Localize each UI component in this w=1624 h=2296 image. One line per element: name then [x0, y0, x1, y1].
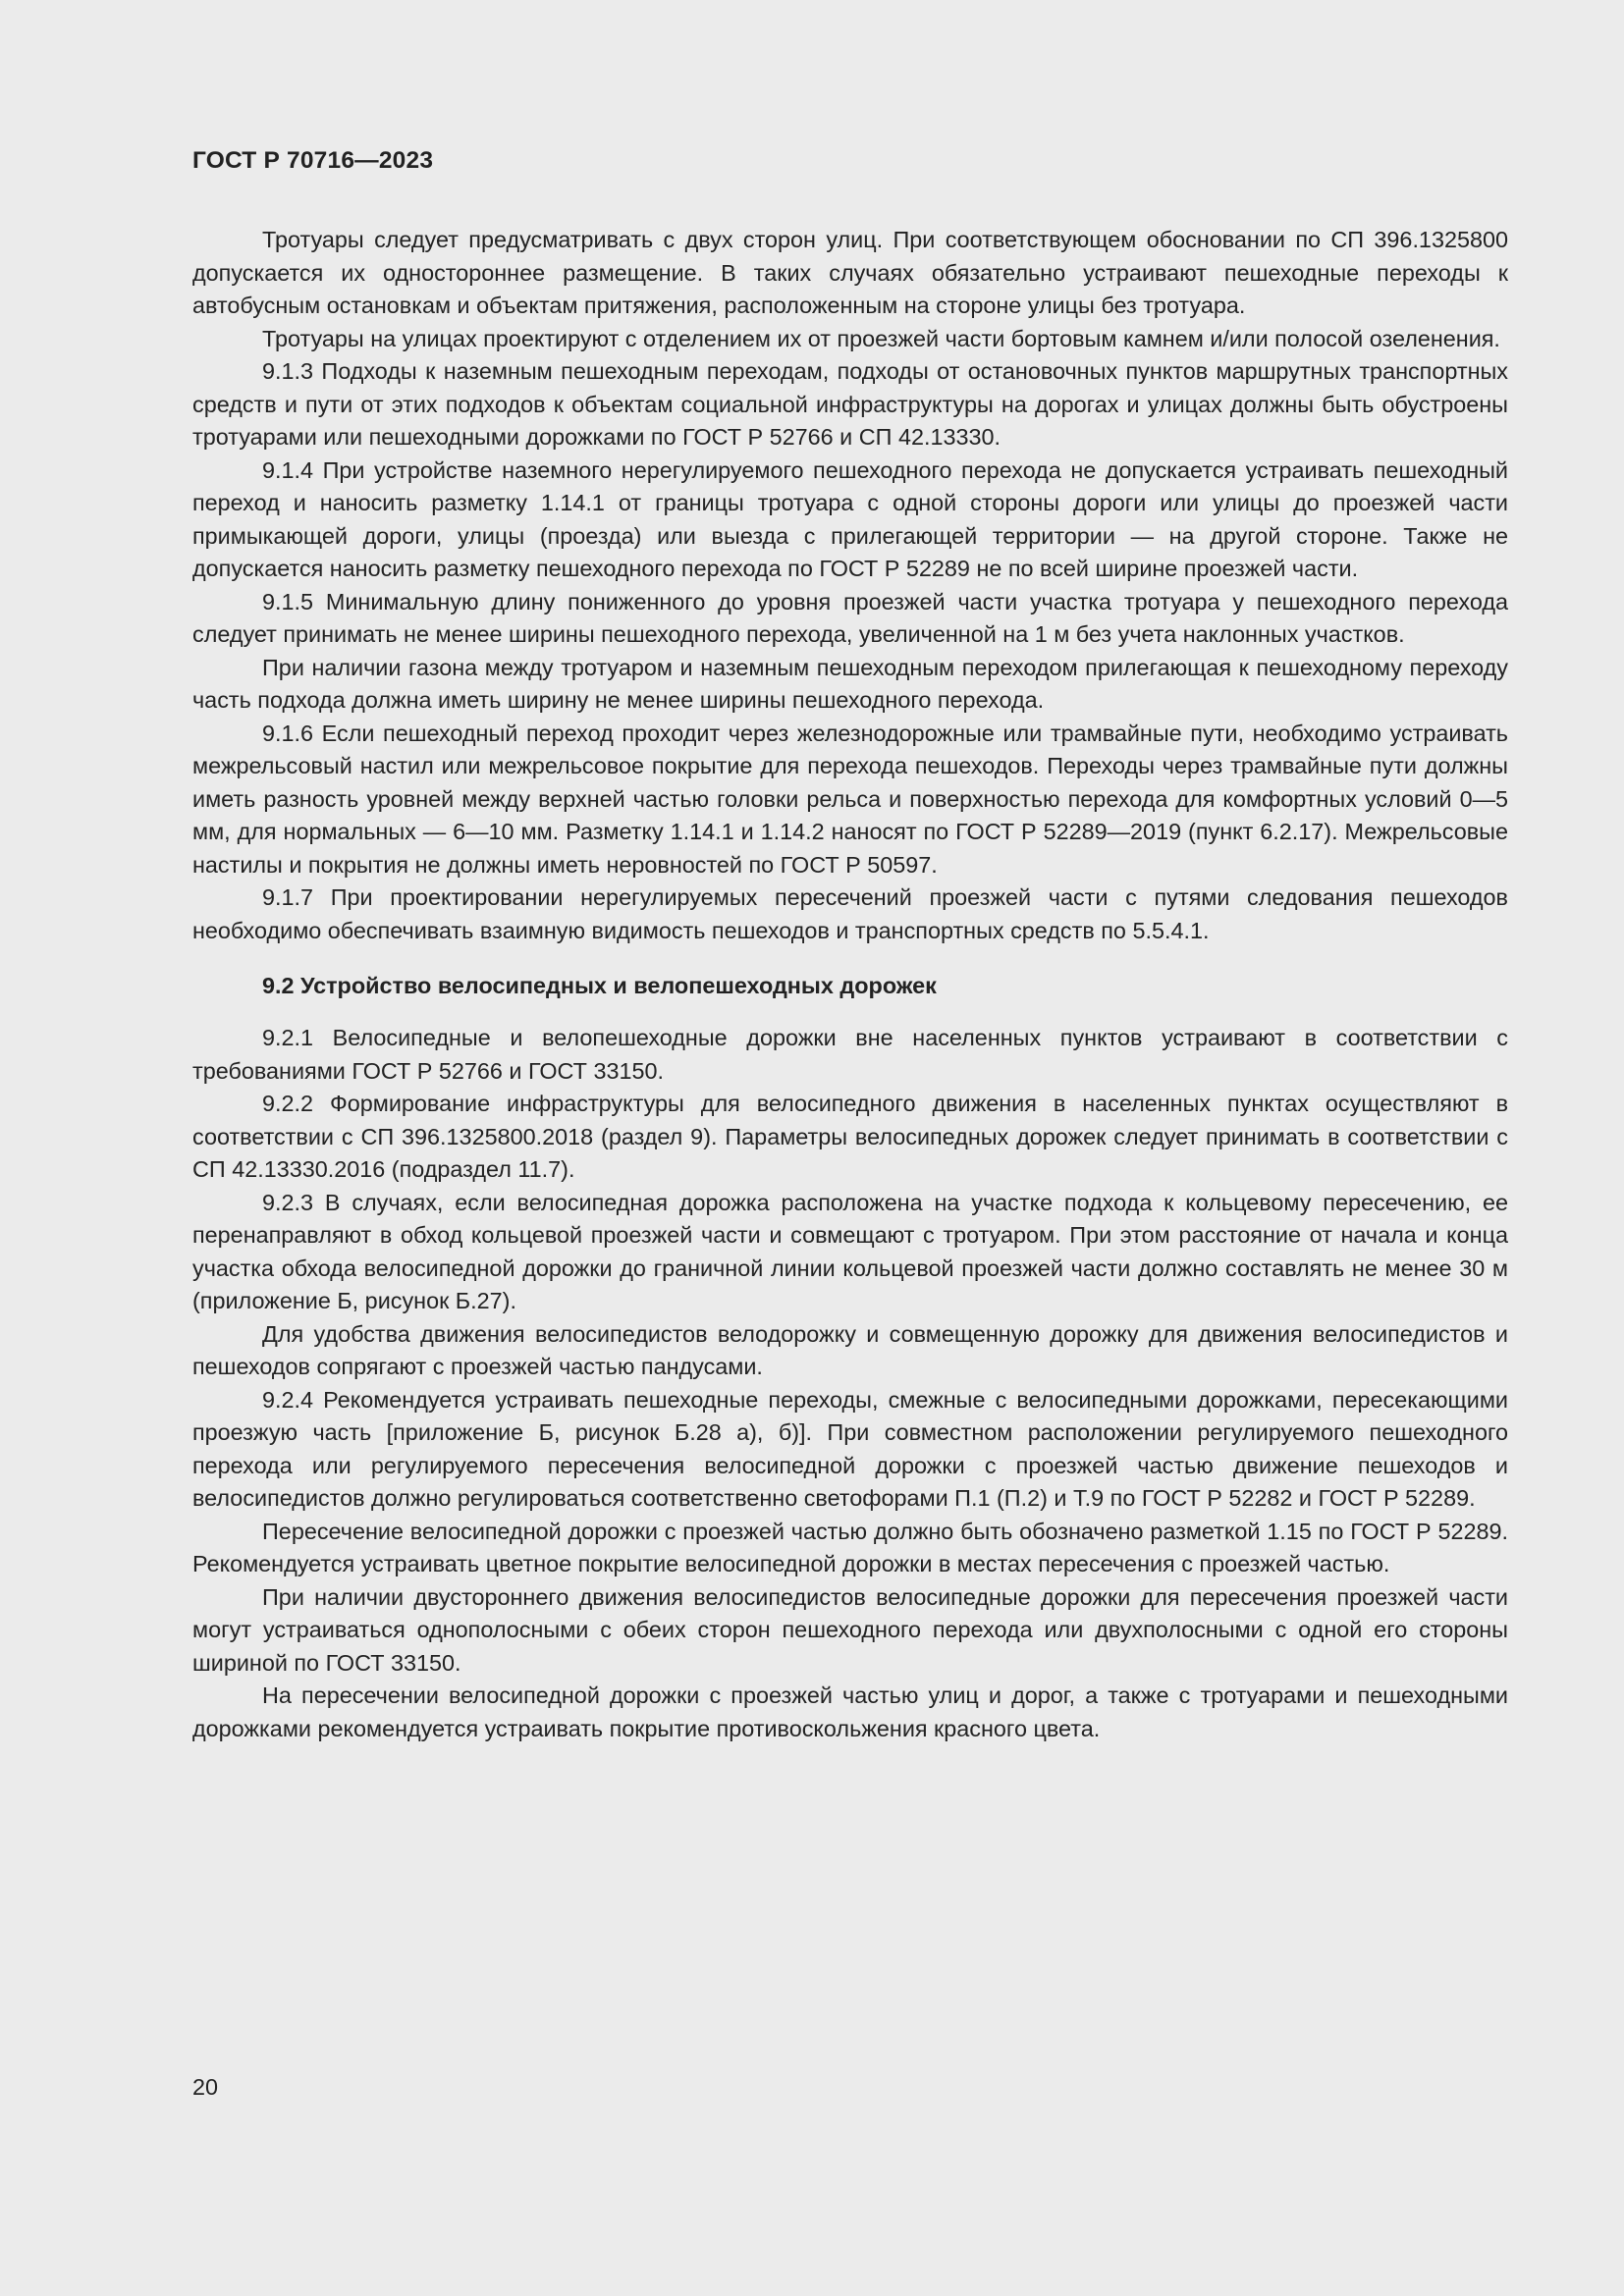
paragraph: 9.1.6 Если пешеходный переход проходит через железнодорожные или трамвайные пути, необходимо устраивать межрельсовый настил или межрельсовое покрытие для перехода пешеходов. Переходы через трамвайные пути должны иметь разность уровней между верхней частью головки рельса и поверхностью перехода для комфортных условий 0—5 мм, для нормальных — 6—10 мм. Разметку 1.14.1 и 1.14.2 наносят по ГОСТ Р 52289—2019 (пункт 6.2.17). Межрельсовые настилы и покрытия не должны иметь неровностей по ГОСТ Р 50597.	[192, 720, 1508, 878]
paragraph: 9.2.4 Рекомендуется устраивать пешеходные переходы, смежные с велосипедными дорожками, пересекающими проезжую часть [приложение Б, рисунок Б.28 а), б)]. При совместном расположении регулируемого пешеходного перехода или регулируемого пересечения велосипедной дорожки с проезжей частью движение пешеходов и велосипедистов должно регулироваться соответственно светофорами П.1 (П.2) и Т.9 по ГОСТ Р 52282 и ГОСТ Р 52289.	[192, 1386, 1508, 1511]
document-body	[192, 224, 1508, 1745]
paragraph: При наличии двустороннего движения велосипедистов велосипедные дорожки для пересечения проезжей части могут устраиваться однополосными с обеих сторон пешеходного перехода или двухполосными с одной его стороны шириной по ГОСТ 33150.	[192, 1583, 1508, 1676]
paragraph: 9.2.3 В случаях, если велосипедная дорожка расположена на участке подхода к кольцевому пересечению, ее перенаправляют в обход кольцевой проезжей части и совмещают с тротуаром. При этом расстояние от начала и конца участка обхода велосипедной дорожки до граничной линии кольцевой проезжей части должно составлять не менее 30 м (приложение Б, рисунок Б.27).	[192, 1189, 1508, 1313]
paragraph: Для удобства движения велосипедистов велодорожку и совмещенную дорожку для движения велосипедистов и пешеходов сопрягают с проезжей частью пандусами.	[192, 1320, 1508, 1379]
paragraph: Тротуары на улицах проектируют с отделением их от проезжей части бортовым камнем и/или полосой озеленения.	[262, 325, 1500, 351]
paragraph: 9.1.4 При устройстве наземного нерегулируемого пешеходного перехода не допускается устраивать пешеходный переход и наносить разметку 1.14.1 от границы тротуара с одной стороны дороги или улицы до проезжей части примыкающей дороги, улицы (проезда) или выезда с прилегающей территории — на другой стороне. Также не допускается наносить разметку пешеходного перехода по ГОСТ Р 52289 не по всей ширине проезжей части.	[192, 456, 1508, 581]
paragraph: При наличии газона между тротуаром и наземным пешеходным переходом прилегающая к пешеходному переходу часть подхода должна иметь ширину не менее ширины пешеходного перехода.	[192, 654, 1508, 713]
paragraph: 9.1.5 Минимальную длину пониженного до уровня проезжей части участка тротуара у пешеходного перехода следует принимать не менее ширины пешеходного перехода, увеличенной на 1 м без учета наклонных участков.	[192, 588, 1508, 647]
paragraph: 9.2.2 Формирование инфраструктуры для велосипедного движения в населенных пунктах осуществляют в соответствии с СП 396.1325800.2018 (раздел 9). Параметры велосипедных дорожек следует принимать в соответствии с СП 42.13330.2016 (подраздел 11.7).	[192, 1091, 1508, 1182]
standard-id-header: ГОСТ Р 70716—2023	[192, 147, 434, 174]
paragraph: Тротуары следует предусматривать с двух сторон улиц. При соответствующем обосновании по СП 396.1325800 допускается их одностороннее размещение. В таких случаях обязательно устраивают пешеходные переходы к автобусным остановкам и объектам притяжения, расположенным на стороне улицы без тротуара.	[192, 227, 1508, 318]
paragraph: 9.1.7 При проектировании нерегулируемых пересечений проезжей части с путями следования пешеходов необходимо обеспечивать взаимную видимость пешеходов и транспортных средств по 5.5.4.1.	[192, 884, 1508, 943]
paragraph: 9.1.3 Подходы к наземным пешеходным переходам, подходы от остановочных пунктов маршрутных транспортных средств и пути от этих подходов к объектам социальной инфраструктуры на дорогах и улицах должны быть обустроены тротуарами или пешеходными дорожками по ГОСТ Р 52766 и СП 42.13330.	[192, 358, 1508, 450]
section-heading: 9.2 Устройство велосипедных и велопешеходных дорожек	[262, 973, 937, 998]
paragraph: 9.2.1 Велосипедные и велопешеходные дорожки вне населенных пунктов устраивают в соответствии с требованиями ГОСТ Р 52766 и ГОСТ 33150.	[192, 1025, 1508, 1084]
paragraph: Пересечение велосипедной дорожки с проезжей частью должно быть обозначено разметкой 1.15 по ГОСТ Р 52289. Рекомендуется устраивать цветное покрытие велосипедной дорожки в местах пересечения с проезжей частью.	[192, 1518, 1508, 1576]
paragraph: На пересечении велосипедной дорожки с проезжей частью улиц и дорог, а также с тротуарами и пешеходными дорожками рекомендуется устраивать покрытие противоскольжения красного цвета.	[192, 1682, 1508, 1741]
page-number: 20	[192, 2074, 219, 2100]
